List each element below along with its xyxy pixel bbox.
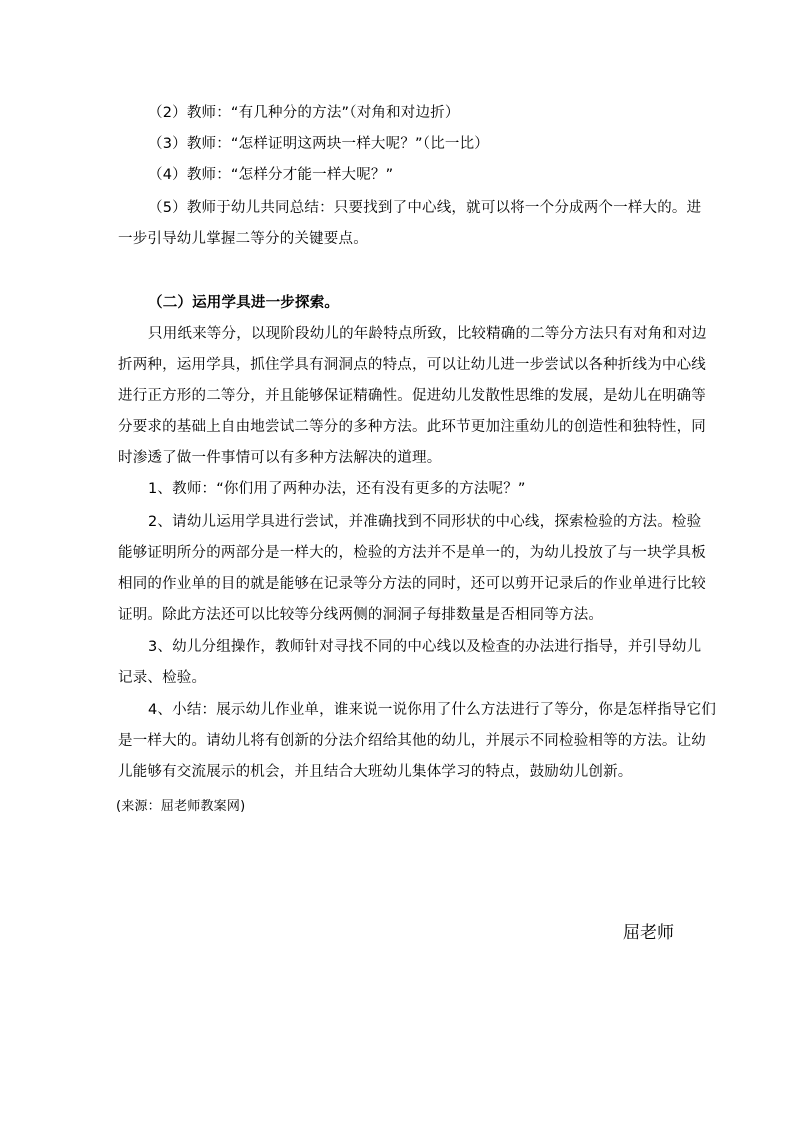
list-item-continuation: 证明。除此方法还可以比较等分线两侧的洞洞子每排数量是否相同等方法。 xyxy=(118,607,604,623)
list-item-continuation: 一步引导幼儿掌握二等分的关键要点。 xyxy=(118,231,368,247)
list-item-continuation: 儿能够有交流展示的机会，并且结合大班幼儿集体学习的特点，鼓励幼儿创新。 xyxy=(118,764,633,780)
paragraph-line: 分要求的基础上自由地尝试二等分的多种方法。此环节更加注重幼儿的创造性和独特性，同 xyxy=(118,419,706,435)
list-item-continuation: 能够证明所分的两部分是一样大的，检验的方法并不是单一的，为幼儿投放了与一块学具板 xyxy=(118,545,706,561)
list-item-continuation: 记录、检验。 xyxy=(118,670,207,686)
list-item: 4、小结：展示幼儿作业单，谁来说一说你用了什么方法进行了等分，你是怎样指导它们 xyxy=(148,702,717,718)
list-item-continuation: 是一样大的。请幼儿将有创新的分法介绍给其他的幼儿，并展示不同检验相等的方法。让幼 xyxy=(118,733,706,749)
paragraph-line: 折两种，运用学具，抓住学具有洞洞点的特点，可以让幼儿进一步尝试以各种折线为中心线 xyxy=(118,357,706,373)
list-item: 1、教师：“你们用了两种办法，还有没有更多的方法呢？” xyxy=(148,481,526,497)
list-item-continuation: 相同的作业单的目的就是能够在记录等分方法的同时，还可以剪开记录后的作业单进行比较 xyxy=(118,576,706,592)
list-item: （3）教师：“怎样证明这两块一样大呢？”（比一比） xyxy=(148,136,489,152)
paragraph-line: 进行正方形的二等分，并且能够保证精确性。促进幼儿发散性思维的发展，是幼儿在明确等 xyxy=(118,388,706,404)
list-item: （5）教师于幼儿共同总结：只要找到了中心线，就可以将一个分成两个一样大的。进 xyxy=(148,200,702,216)
source-note: (来源：屈老师教案网) xyxy=(116,799,246,814)
list-item: 3、幼儿分组操作，教师针对寻找不同的中心线以及检查的办法进行指导，并引导幼儿 xyxy=(148,639,702,655)
paragraph-line: 时渗透了做一件事情可以有多种方法解决的道理。 xyxy=(118,450,442,466)
list-item: （4）教师：“怎样分才能一样大呢？” xyxy=(148,167,394,183)
list-item: 2、请幼儿运用学具进行尝试，并准确找到不同形状的中心线，探索检验的方法。检验 xyxy=(148,514,702,530)
list-item: （2）教师：“有几种分的方法”（对角和对边折） xyxy=(148,105,460,121)
paragraph-line: 只用纸来等分，以现阶段幼儿的年龄特点所致，比较精确的二等分方法只有对角和对边 xyxy=(148,326,707,342)
section-heading: （二）运用学具进一步探索。 xyxy=(148,295,340,311)
signature: 屈老师 xyxy=(623,923,674,943)
